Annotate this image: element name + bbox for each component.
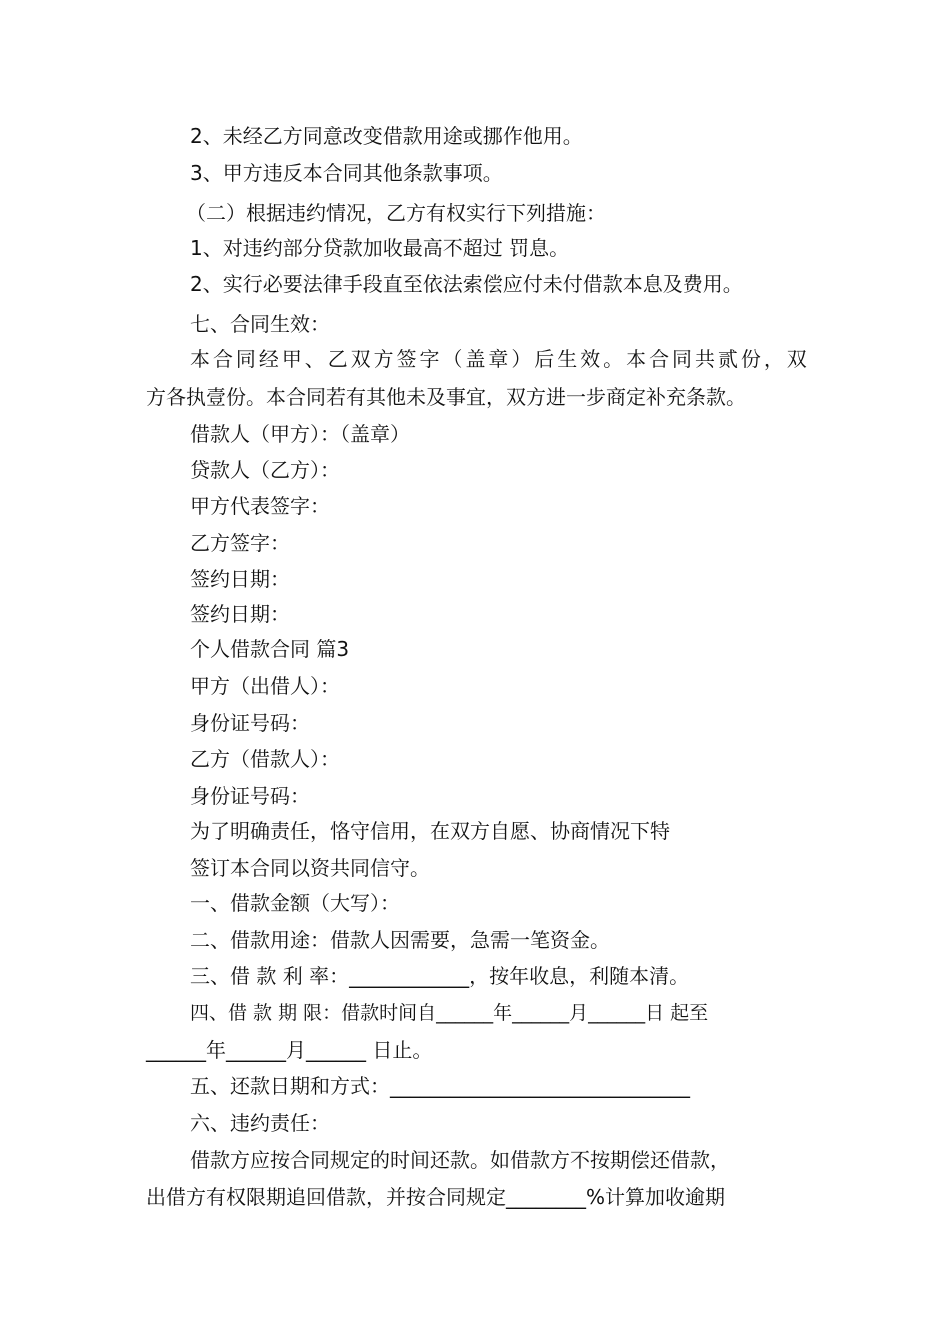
text-line: 2、未经乙方同意改变借款用途或挪作他用。 [190, 124, 583, 148]
text-line: （二）根据违约情况，乙方有权实行下列措施： [186, 201, 606, 225]
text-line: 本合同经甲、乙双方签字（盖章）后生效。本合同共贰份，双 [190, 347, 810, 371]
signature-line: 签约日期： [190, 602, 290, 626]
party-line: 身份证号码： [190, 784, 310, 808]
text-line: 签订本合同以资共同信守。 [190, 856, 430, 880]
text-line: 2、实行必要法律手段直至依法索偿应付未付借款本息及费用。 [190, 272, 743, 296]
clause-line: 四、借 款 期 限：借款时间自______年______月______日 起至 [190, 1002, 709, 1024]
clause-line: 五、还款日期和方式：______________________________ [190, 1074, 690, 1098]
signature-line: 签约日期： [190, 567, 290, 591]
party-line: 身份证号码： [190, 711, 310, 735]
signature-line: 乙方签字： [190, 531, 290, 555]
signature-line: 贷款人（乙方）： [190, 458, 340, 482]
contract-title: 个人借款合同 篇3 [190, 637, 350, 661]
clause-line: 三、借 款 利 率：____________，按年收息，利随本清。 [190, 964, 690, 988]
clause-line: ______年______月______ 日止。 [146, 1038, 433, 1062]
section-heading: 七、合同生效： [190, 312, 330, 336]
text-line: 借款方应按合同规定的时间还款。如借款方不按期偿还借款， [190, 1148, 730, 1172]
text-line: 为了明确责任，恪守信用，在双方自愿、协商情况下特 [190, 819, 670, 843]
clause-line: 一、借款金额（大写）： [190, 891, 400, 915]
text-line: 出借方有权限期追回借款，并按合同规定________%计算加收逾期 [146, 1185, 726, 1209]
signature-line: 借款人（甲方）：（盖章） [190, 422, 410, 446]
party-line: 甲方（出借人）： [190, 674, 340, 698]
text-line: 方各执壹份。本合同若有其他未及事宜，双方进一步商定补充条款。 [146, 385, 746, 409]
section-heading: 六、违约责任： [190, 1111, 330, 1135]
signature-line: 甲方代表签字： [190, 494, 330, 518]
party-line: 乙方（借款人）： [190, 747, 340, 771]
text-line: 1、对违约部分贷款加收最高不超过 罚息。 [190, 236, 570, 260]
clause-line: 二、借款用途：借款人因需要，急需一笔资金。 [190, 928, 610, 952]
text-line: 3、甲方违反本合同其他条款事项。 [190, 161, 503, 185]
